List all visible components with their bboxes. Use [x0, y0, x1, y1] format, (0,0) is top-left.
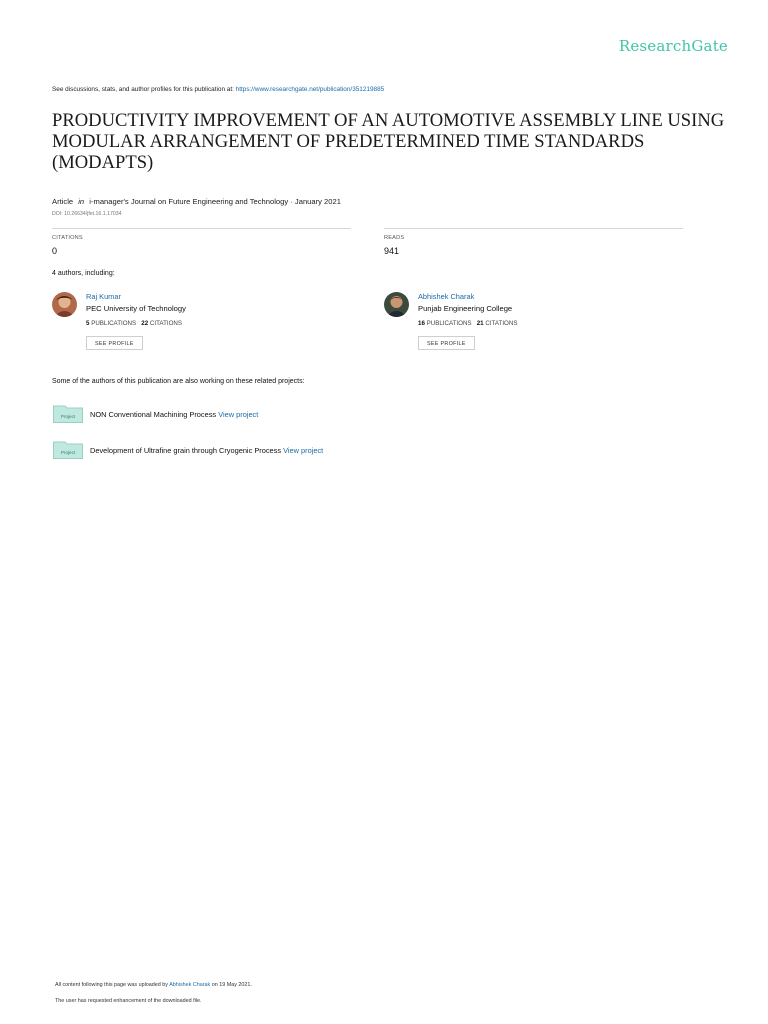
authors-heading: 4 authors, including: — [52, 270, 115, 277]
publication-link[interactable]: https://www.researchgate.net/publication/351219885 — [235, 86, 385, 93]
avatar-photo-icon — [384, 292, 409, 317]
disclaimer-text: See discussions, stats, and author profiles for this publication at: — [52, 86, 234, 93]
avatar[interactable] — [384, 292, 409, 317]
citations-count: 21 — [476, 320, 484, 327]
view-project-link[interactable]: View project — [218, 410, 259, 419]
author-name-link[interactable]: Raj Kumar — [86, 292, 121, 301]
publications-count: 16 — [418, 320, 425, 327]
avatar[interactable] — [52, 292, 77, 317]
citations-label: CITATIONS — [485, 320, 518, 327]
publications-count: 5 — [86, 320, 90, 327]
citations-divider — [52, 228, 351, 229]
disclaimer-line — [52, 86, 384, 93]
upload-suffix: on 19 May 2021. — [211, 982, 252, 988]
citations-value: 0 — [52, 246, 58, 256]
publication-title: PRODUCTIVITY IMPROVEMENT OF AN AUTOMOTIVE ASSEMBLY LINE USING MODULAR ARRANGEMENT OF PREDETERMINED TIME STANDARDS (MODAPTS) — [52, 110, 725, 173]
doi: DOI: 10.26634/jfet.16.1.17034 — [52, 211, 122, 217]
project-icon-label: Project — [60, 414, 76, 419]
view-project-link[interactable]: View project — [283, 446, 324, 455]
article-type: Article — [52, 197, 74, 206]
avatar-photo-icon — [52, 292, 77, 317]
reads-label: READS — [384, 235, 405, 241]
citations-count: 22 — [141, 320, 149, 327]
publications-label: PUBLICATIONS — [91, 320, 137, 327]
enhancement-note: The user has requested enhancement of the downloaded file. — [55, 998, 202, 1004]
see-profile-button[interactable]: SEE PROFILE — [418, 336, 475, 350]
reads-divider — [384, 228, 683, 229]
project-title: NON Conventional Machining Process — [90, 410, 217, 419]
uploader-link[interactable]: Abhishek Charak — [169, 982, 211, 988]
author-stats — [86, 320, 182, 327]
publication-date: · January 2021 — [290, 197, 341, 206]
related-projects-heading: Some of the authors of this publication are also working on these related projects: — [52, 378, 305, 385]
meta-in: in — [78, 197, 85, 206]
project-icon-label: Project — [60, 450, 76, 455]
project-title: Development of Ultrafine grain through Cryogenic Process — [90, 446, 282, 455]
reads-value: 941 — [384, 246, 400, 256]
list-item — [90, 410, 258, 419]
upload-prefix: All content following this page was uploaded by — [55, 982, 168, 988]
publications-label: PUBLICATIONS — [426, 320, 472, 327]
citations-label: CITATIONS — [149, 320, 183, 327]
project-folder-icon — [53, 404, 83, 423]
citations-label: CITATIONS — [52, 235, 83, 241]
project-folder-icon — [53, 440, 83, 459]
author-stats — [418, 320, 517, 327]
researchgate-logo[interactable]: ResearchGate — [618, 37, 728, 55]
list-item — [90, 446, 323, 455]
author-name-link[interactable]: Abhishek Charak — [418, 292, 475, 301]
publication-meta — [52, 197, 341, 206]
author-institution: Punjab Engineering College — [418, 304, 513, 313]
upload-note — [55, 982, 252, 988]
journal-name: i-manager's Journal on Future Engineering and Technology — [89, 197, 289, 206]
see-profile-button[interactable]: SEE PROFILE — [86, 336, 143, 350]
author-institution: PEC University of Technology — [86, 304, 186, 313]
